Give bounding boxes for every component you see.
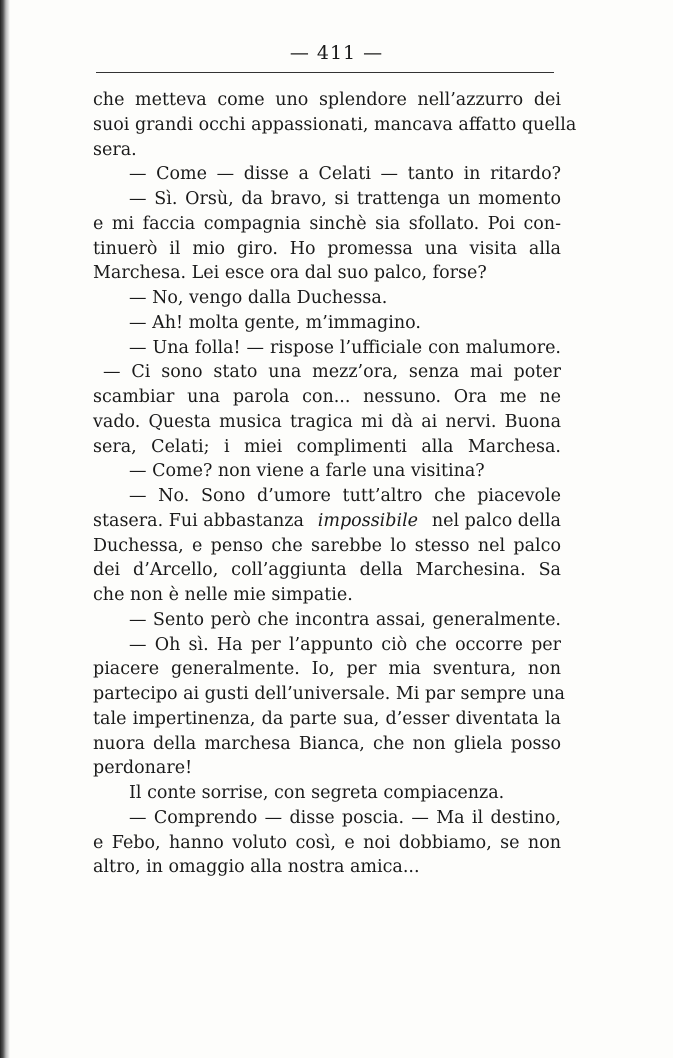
text-line: partecipo ai gusti dell’universale. Mi par sempre una	[93, 684, 565, 704]
text-segment: stasera. Fui abbastanza	[93, 510, 304, 531]
text-line: — Oh sì. Ha per l’appunto ciò che occorre per	[129, 634, 561, 655]
text-line: dei d’Arcello, coll’aggiunta della Marchesina. Sa	[93, 560, 561, 581]
text-line: — Come? non viene a farle una visitina?	[129, 461, 485, 482]
text-line: Marchesa. Lei esce ora dal suo palco, forse?	[93, 263, 487, 284]
text-line: — No. Sono d’umore tutt’altro che piacevole	[129, 486, 561, 506]
text-line: tinuerò il mio giro. Ho promessa una visita alla	[93, 238, 561, 259]
text-line: sera.	[93, 139, 137, 160]
text-line-mixed	[93, 509, 561, 534]
text-line: che metteva come uno splendore nell’azzurro dei	[93, 90, 561, 110]
text-line: che non è nelle mie simpatie.	[93, 585, 353, 605]
text-line: Duchessa, e penso che sarebbe lo stesso nel palco	[93, 535, 561, 556]
text-line: perdonare!	[93, 758, 193, 779]
text-line: sera, Celati; i miei complimenti alla Marchesa.	[93, 436, 561, 457]
text-line: Il conte sorrise, con segreta compiacenza.	[129, 783, 505, 803]
text-line: — Sento però che incontra assai, generalmente.	[129, 609, 561, 630]
body-text	[93, 88, 577, 880]
text-line: — Ah! molta gente, m’immagino.	[129, 312, 421, 333]
text-line: scambiar una parola con... nessuno. Ora me ne	[93, 387, 561, 407]
text-line: — Comprendo — disse poscia. — Ma il destino,	[129, 807, 561, 828]
text-line: piacere generalmente. Io, per mia sventura, non	[93, 659, 561, 680]
text-segment-italic: impossibile	[317, 510, 419, 531]
text-line: altro, in omaggio alla nostra amica...	[93, 857, 420, 878]
text-line: suoi grandi occhi appassionati, mancava affatto quella	[93, 114, 577, 135]
text-line: e mi faccia compagnia sinchè sia sfollato. Poi con-	[93, 213, 561, 234]
text-line: — Sì. Orsù, da bravo, si trattenga un momento	[129, 189, 561, 209]
text-segment: nel palco della	[431, 510, 561, 531]
text-line: — Come — disse a Celati — tanto in ritardo?	[129, 164, 561, 185]
page-number: — 411 —	[289, 42, 384, 64]
text-line: — No, vengo dalla Duchessa.	[129, 288, 388, 308]
text-line: — Una folla! — rispose l’ufficiale con malumore.	[129, 337, 561, 358]
text-line: tale impertinenza, da parte sua, d’esser diventata la	[93, 708, 561, 729]
header-rule	[96, 72, 554, 73]
text-line: vado. Questa musica tragica mi dà ai nervi. Buona	[93, 411, 561, 432]
page-binding-edge	[0, 0, 10, 1058]
text-line: nuora della marchesa Bianca, che non gliela posso	[93, 733, 561, 754]
text-line: e Febo, hanno voluto così, e noi dobbiamo, se non	[93, 832, 561, 853]
text-line: — Ci sono stato una mezz’ora, senza mai poter	[103, 362, 561, 383]
